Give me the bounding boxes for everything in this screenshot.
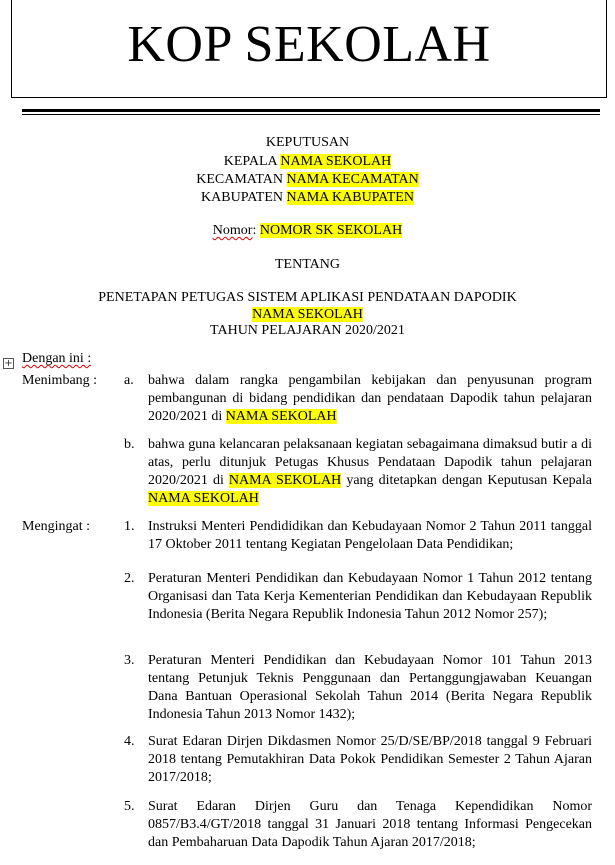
nomor-separator: : [252,223,260,238]
mengingat-item-4: Surat Edaran Dirjen Dikdasmen Nomor 25/D/SE/BP/2018 tanggal 9 Februari 2018 tentang Pemutakhiran Data Pokok Pendidikan Semester 2 Tahun Ajaran 2017/2018; [148,734,592,785]
mengingat-marker-5: 5. [124,799,135,814]
table-move-handle-icon[interactable]: + [4,358,13,369]
school-name-highlight: NAMA SEKOLAH [280,154,392,169]
nomor-label: Nomor [212,223,253,238]
letterhead-title: KOP SEKOLAH [127,15,491,73]
kabupaten-line [0,189,615,207]
kecamatan-name-highlight: NAMA KECAMATAN [286,172,419,187]
menimbang-item-b-text: bahwa guna kelancaran pelaksanaan kegiatan sebagaimana dimaksud butir a di atas, perlu ditunjuk Petugas Khusus Pendataan Dapodik tahun pelajaran 2020/2021 di [148,437,592,488]
nomor-line [0,222,615,240]
menimbang-item-a [148,372,592,426]
kepala-prefix: KEPALA [223,154,281,169]
kecamatan-prefix: KECAMATAN [196,172,287,187]
mengingat-marker-3: 3. [124,653,135,668]
kepala-line [0,153,615,171]
dengan-ini-label: Dengan ini : [22,351,92,366]
mengingat-item-5: Surat Edaran Dirjen Guru dan Tenaga Kependidikan Nomor 0857/B3.4/GT/2018 tanggal 31 Januari 2018 tentang Informasi Pengecekan dan Pembaharuan Data Dapodik Tahun Ajaran 2017/2018; [148,799,592,850]
mengingat-marker-4: 4. [124,734,135,749]
menimbang-item-b-school: NAMA SEKOLAH [228,473,342,488]
mengingat-item-3: Peraturan Menteri Pendidikan dan Kebudayaan Nomor 101 Tahun 2013 tentang Petunjuk Teknis Penggunaan dan Pertanggungjawaban Keuangan Dana Bantuan Operasional Sekolah Tahun 2014 (Berita Negara Republik Indonesia Tahun 2013 Nomor 1432); [148,653,592,722]
menimbang-item-a-text: bahwa dalam rangka pengambilan kebijakan dan penyusunan program pembangunan di bidang pendidikan dan pendataan Dapodik tahun pelajaran 2020/2021 di [148,373,592,424]
subject-line: PENETAPAN PETUGAS SISTEM APLIKASI PENDATAAN DAPODIK [98,290,517,305]
menimbang-marker-b: b. [124,437,135,452]
keputusan-heading: KEPUTUSAN [265,135,350,150]
mengingat-item-1: Instruksi Menteri Pendididikan dan Kebudayaan Nomor 2 Tahun 2011 tanggal 17 Oktober 2011 tentang Kegiatan Pengelolaan Data Pendidikan; [148,519,592,552]
subject-year-line: TAHUN PELAJARAN 2020/2021 [210,323,405,338]
menimbang-marker-a: a. [124,373,134,388]
mengingat-item-2: Peraturan Menteri Pendidikan dan Kebudayaan Nomor 1 Tahun 2012 tentang Organisasi dan Tata Kerja Kementerian Pendidikan dan Kebudayaan Republik Indonesia (Berita Negara Republik Indonesia Tahun 2012 Nomor 257); [148,571,592,622]
letterhead-rule-thick [22,109,600,112]
menimbang-item-b-text-after: yang ditetapkan dengan Keputusan Kepala [341,473,592,488]
menimbang-label: Menimbang : [22,373,98,388]
kabupaten-prefix: KABUPATEN [201,190,287,205]
kabupaten-name-highlight: NAMA KABUPATEN [286,190,414,205]
letterhead-rule-thin [22,114,600,115]
tentang-heading: TENTANG [275,257,340,272]
kecamatan-line [0,171,615,189]
nomor-value-highlight: NOMOR SK SEKOLAH [259,223,403,238]
mengingat-marker-2: 2. [124,571,135,586]
menimbang-item-b [148,436,592,508]
mengingat-marker-1: 1. [124,519,135,534]
menimbang-item-a-school: NAMA SEKOLAH [225,409,337,424]
menimbang-item-b-school-2: NAMA SEKOLAH [148,491,259,506]
mengingat-label: Mengingat : [22,519,91,534]
letterhead-box [11,0,607,98]
subject-school-highlight: NAMA SEKOLAH [252,307,363,322]
